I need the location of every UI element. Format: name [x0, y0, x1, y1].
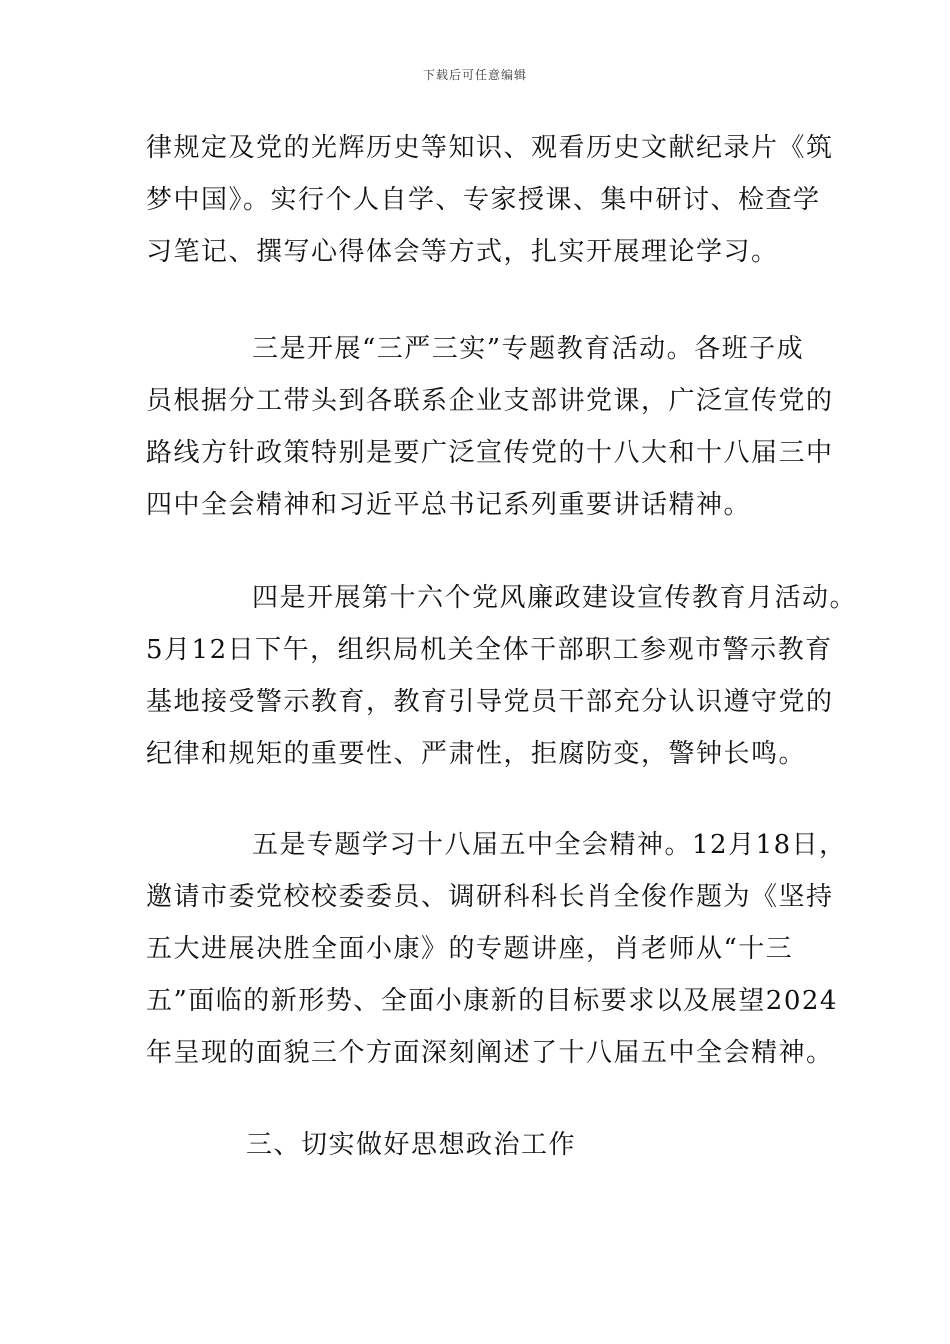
- paragraph-line: 四是开展第十六个党风廉政建设宣传教育月活动。: [252, 583, 858, 613]
- paragraph-line: 员根据分工带头到各联系企业支部讲党课，广泛宣传党的: [146, 386, 834, 416]
- paragraph-line: 五”面临的新形势、全面小康新的目标要求以及展望2024: [146, 986, 838, 1016]
- paragraph-line: 纪律和规矩的重要性、严肃性，拒腐防变，警钟长鸣。: [146, 739, 807, 769]
- paragraph-line: 习笔记、撰写心得体会等方式，扎实开展理论学习。: [146, 237, 779, 267]
- paragraph-line: 路线方针政策特别是要广泛宣传党的十八大和十八届三中: [146, 438, 834, 468]
- paragraph-line: 五大进展决胜全面小康》的专题讲座，肖老师从“十三: [146, 934, 794, 964]
- paragraph-3: [146, 572, 858, 780]
- paragraph-4: [146, 819, 847, 1079]
- paragraph-line: 年呈现的面貌三个方面深刻阐述了十八届五中全会精神。: [146, 1038, 834, 1068]
- section-heading: 三、切实做好思想政治工作: [246, 1130, 577, 1160]
- paragraph-line: 5月12日下午，组织局机关全体干部职工参观市警示教育: [146, 635, 833, 665]
- paragraph-2: [146, 323, 834, 531]
- paragraph-line: 三是开展“三严三实”专题教育活动。各班子成: [252, 334, 805, 364]
- paragraph-line: 律规定及党的光辉历史等知识、观看历史文献纪录片《筑: [146, 133, 834, 163]
- paragraph-line: 邀请市委党校校委委员、调研科科长肖全俊作题为《坚持: [146, 882, 834, 912]
- paragraph-1: [146, 122, 834, 278]
- paragraph-line: 四中全会精神和习近平总书记系列重要讲话精神。: [146, 490, 752, 520]
- paragraph-line: 基地接受警示教育，教育引导党员干部充分认识遵守党的: [146, 687, 834, 717]
- paragraph-line: 梦中国》。实行个人自学、专家授课、集中研讨、检查学: [146, 185, 821, 215]
- header-note: 下载后可任意编辑: [422, 68, 527, 82]
- paragraph-line: 五是专题学习十八届五中全会精神。12月18日，: [252, 830, 847, 860]
